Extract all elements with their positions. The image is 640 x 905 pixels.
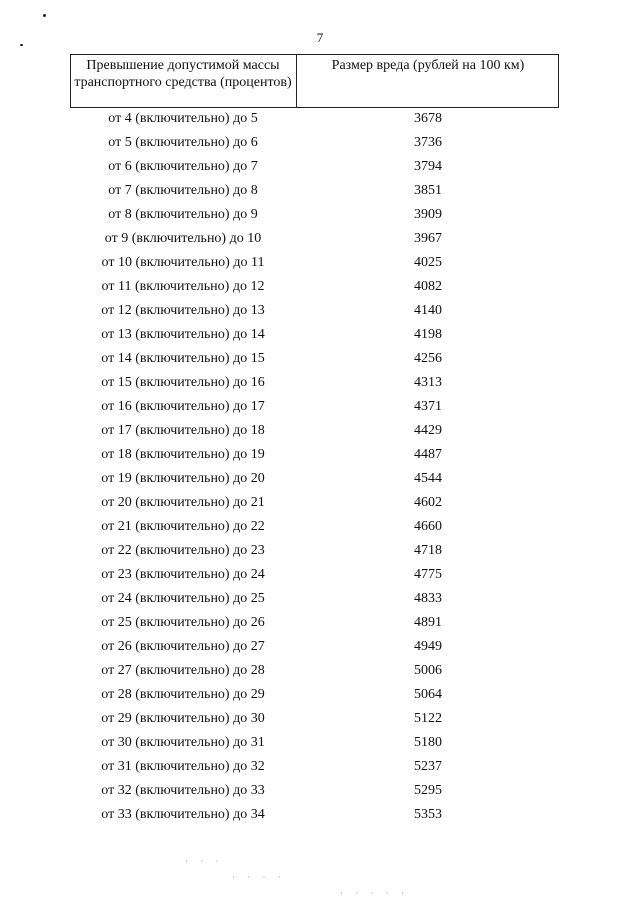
- cell-damage-value: 4833: [414, 591, 442, 606]
- cell-damage-value: 3851: [414, 183, 442, 198]
- cell-excess-range: от 11 (включительно) до 12: [101, 279, 265, 294]
- cell-damage-value: 4949: [414, 639, 442, 654]
- cell-excess-range: от 20 (включительно) до 21: [101, 495, 265, 510]
- cell-damage-value: 4718: [414, 543, 442, 558]
- cell-excess-range: от 7 (включительно) до 8: [108, 183, 258, 198]
- cell-excess-range: от 17 (включительно) до 18: [101, 423, 265, 438]
- table-row: [70, 732, 559, 756]
- cell-damage-value: 4891: [414, 615, 442, 630]
- table-row: [70, 108, 559, 132]
- table-row: [70, 804, 559, 828]
- table-row: [70, 300, 559, 324]
- cell-excess-range: от 24 (включительно) до 25: [101, 591, 265, 606]
- table-row: [70, 372, 559, 396]
- table-row: [70, 444, 559, 468]
- cell-damage-value: 5064: [414, 687, 442, 702]
- cell-excess-range: от 5 (включительно) до 6: [108, 135, 258, 150]
- damage-table-body: [70, 108, 559, 828]
- cell-damage-value: 3678: [414, 111, 442, 126]
- scan-speck: [43, 14, 46, 17]
- cell-excess-range: от 8 (включительно) до 9: [108, 207, 258, 222]
- cell-excess-range: от 14 (включительно) до 15: [101, 351, 265, 366]
- cell-damage-value: 4660: [414, 519, 442, 534]
- cell-damage-value: 4025: [414, 255, 442, 270]
- table-row: [70, 468, 559, 492]
- table-row: [70, 492, 559, 516]
- table-row: [70, 564, 559, 588]
- table-row: [70, 756, 559, 780]
- cell-damage-value: 3909: [414, 207, 442, 222]
- cell-damage-value: 5237: [414, 759, 442, 774]
- cell-excess-range: от 15 (включительно) до 16: [101, 375, 265, 390]
- cell-excess-range: от 18 (включительно) до 19: [101, 447, 265, 462]
- cell-damage-value: 4198: [414, 327, 442, 342]
- cell-damage-value: 5180: [414, 735, 442, 750]
- cell-excess-range: от 30 (включительно) до 31: [101, 735, 265, 750]
- cell-damage-value: 5353: [414, 807, 442, 822]
- header-excess-mass: Превышение допустимой массы транспортного средства (процентов): [74, 58, 292, 90]
- table-row: [70, 252, 559, 276]
- table-row: [70, 588, 559, 612]
- cell-damage-value: 4775: [414, 567, 442, 582]
- table-row: [70, 516, 559, 540]
- table-row: [70, 660, 559, 684]
- cell-excess-range: от 32 (включительно) до 33: [101, 783, 265, 798]
- cell-damage-value: 4313: [414, 375, 442, 390]
- table-row: [70, 156, 559, 180]
- table-row: [70, 204, 559, 228]
- cell-damage-value: 4602: [414, 495, 442, 510]
- table-row: [70, 348, 559, 372]
- page-number: 7: [316, 30, 324, 45]
- cell-excess-range: от 33 (включительно) до 34: [101, 807, 265, 822]
- cell-excess-range: от 29 (включительно) до 30: [101, 711, 265, 726]
- table-row: [70, 684, 559, 708]
- table-row: [70, 636, 559, 660]
- scan-noise: · · · ·: [232, 872, 286, 882]
- cell-damage-value: 5295: [414, 783, 442, 798]
- cell-damage-value: 3967: [414, 231, 442, 246]
- table-row: [70, 780, 559, 804]
- scan-noise: · · ·: [185, 856, 224, 866]
- cell-damage-value: 5122: [414, 711, 442, 726]
- cell-excess-range: от 23 (включительно) до 24: [101, 567, 265, 582]
- cell-excess-range: от 26 (включительно) до 27: [101, 639, 265, 654]
- cell-excess-range: от 27 (включительно) до 28: [101, 663, 265, 678]
- table-row: [70, 324, 559, 348]
- table-row: [70, 396, 559, 420]
- cell-excess-range: от 19 (включительно) до 20: [101, 471, 265, 486]
- cell-damage-value: 5006: [414, 663, 442, 678]
- cell-excess-range: от 22 (включительно) до 23: [101, 543, 265, 558]
- cell-excess-range: от 4 (включительно) до 5: [108, 111, 258, 126]
- header-damage-amount: Размер вреда (рублей на 100 км): [331, 58, 525, 73]
- cell-excess-range: от 16 (включительно) до 17: [101, 399, 265, 414]
- cell-excess-range: от 28 (включительно) до 29: [101, 687, 265, 702]
- cell-damage-value: 4082: [414, 279, 442, 294]
- cell-excess-range: от 13 (включительно) до 14: [101, 327, 265, 342]
- cell-excess-range: от 25 (включительно) до 26: [101, 615, 265, 630]
- table-row: [70, 612, 559, 636]
- cell-damage-value: 4544: [414, 471, 442, 486]
- cell-excess-range: от 12 (включительно) до 13: [101, 303, 265, 318]
- cell-excess-range: от 21 (включительно) до 22: [101, 519, 265, 534]
- cell-damage-value: 4140: [414, 303, 442, 318]
- table-row: [70, 180, 559, 204]
- cell-excess-range: от 10 (включительно) до 11: [101, 255, 265, 270]
- cell-excess-range: от 6 (включительно) до 7: [108, 159, 258, 174]
- table-row: [70, 228, 559, 252]
- table-row: [70, 540, 559, 564]
- cell-excess-range: от 31 (включительно) до 32: [101, 759, 265, 774]
- cell-excess-range: от 9 (включительно) до 10: [104, 231, 262, 246]
- cell-damage-value: 4487: [414, 447, 442, 462]
- cell-damage-value: 3794: [414, 159, 442, 174]
- table-row: [70, 708, 559, 732]
- cell-damage-value: 4371: [414, 399, 442, 414]
- table-row: [70, 276, 559, 300]
- table-row: [70, 420, 559, 444]
- scan-noise: · · · · ·: [340, 888, 409, 898]
- table-row: [70, 132, 559, 156]
- cell-damage-value: 3736: [414, 135, 442, 150]
- cell-damage-value: 4429: [414, 423, 442, 438]
- cell-damage-value: 4256: [414, 351, 442, 366]
